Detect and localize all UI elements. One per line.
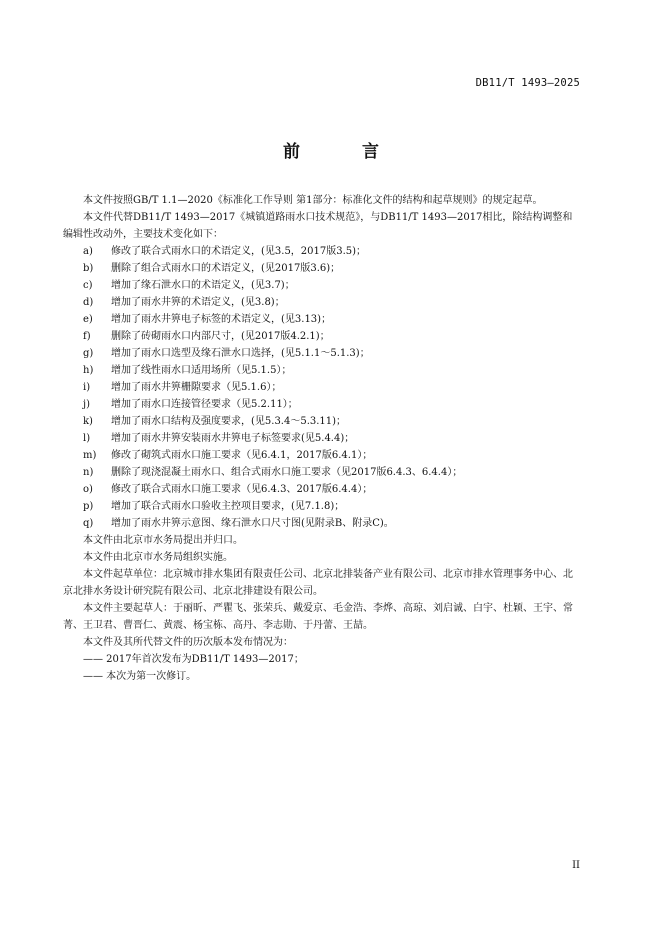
list-item: m) 修改了砌筑式雨水口施工要求（见6.4.1，2017版6.4.1）； [83, 450, 373, 461]
list-item: l) 增加了雨水井箅安装雨水井箅电子标签要求(见5.4.4)； [83, 433, 355, 444]
intro-paragraph-1: 本文件按照GB/T 1.1—2020《标准化工作导则 第1部分：标准化文件的结构和起草规则》的规定起草。 [83, 195, 543, 206]
history-item-1: —— 2017年首次发布为DB11/T 1493—2017； [83, 654, 304, 665]
closing-paragraph-2: 本文件由北京市水务局组织实施。 [83, 552, 233, 563]
list-item: p) 增加了联合式雨水口验收主控项目要求，(见7.1.8)； [83, 501, 345, 512]
list-item: i) 增加了雨水井箅栅隙要求（见5.1.6）； [83, 382, 282, 393]
list-item: n) 删除了现浇混凝土雨水口、组合式雨水口施工要求（见2017版6.4.3、6.4.4）； [83, 467, 463, 478]
list-item: f) 删除了砖砌雨水口内部尺寸，(见2017版4.2.1)； [83, 331, 330, 342]
list-item: b) 删除了组合式雨水口的术语定义，(见2017版3.6)； [83, 263, 341, 274]
drafting-units-paragraph: 本文件起草单位：北京城市排水集团有限责任公司、北京北排装备产业有限公司、北京市排水管理事务中心、北京北排水务设计研究院有限公司、北京北排建设有限公司。 [63, 569, 573, 597]
page-title: 前 言 [283, 142, 407, 162]
list-item: j) 增加了雨水口连接管径要求（见5.2.11）； [83, 399, 298, 410]
list-item: a) 修改了联合式雨水口的术语定义，(见3.5，2017版3.5)； [83, 246, 367, 257]
list-item: d) 增加了雨水井箅的术语定义，(见3.8)； [83, 297, 285, 308]
list-item: c) 增加了缘石泄水口的术语定义，(见3.7)； [83, 280, 295, 291]
page-number: II [572, 860, 580, 871]
list-item: h) 增加了线性雨水口适用场所（见5.1.5）； [83, 365, 292, 376]
document-code: DB11/T 1493—2025 [475, 77, 580, 89]
list-item: o) 修改了联合式雨水口施工要求（见6.4.3、2017版6.4.4）； [83, 484, 373, 495]
list-item: q) 增加了雨水井箅示意图、缘石泄水口尺寸图(见附录B、附录C)。 [83, 518, 394, 529]
history-item-2: —— 本次为第一次修订。 [83, 671, 197, 682]
history-intro-paragraph: 本文件及其所代替文件的历次版本发布情况为： [83, 637, 293, 648]
changes-list [63, 243, 581, 532]
drafters-paragraph: 本文件主要起草人：于丽昕、严瞿飞、张荣兵、戴爱京、毛金浩、李烨、高琼、刘启诚、白宇、杜颖、王宇、常菁、王卫君、曹晋仁、黄震、杨宝栋、高丹、李志勋、于丹蕾、王喆。 [63, 603, 573, 631]
list-item: k) 增加了雨水口结构及强度要求，(见5.3.4～5.3.11)； [83, 416, 347, 427]
list-item: g) 增加了雨水口选型及缘石泄水口选择，(见5.1.1～5.1.3)； [83, 348, 370, 359]
intro-paragraph-2: 本文件代替DB11/T 1493—2017《城镇道路雨水口技术规范》，与DB11/T 1493—2017相比，除结构调整和编辑性改动外，主要技术变化如下： [63, 212, 573, 240]
closing-paragraph-1: 本文件由北京市水务局提出并归口。 [83, 535, 243, 546]
document-body [63, 192, 581, 685]
list-item: e) 增加了雨水井箅电子标签的术语定义，(见3.13)； [83, 314, 332, 325]
